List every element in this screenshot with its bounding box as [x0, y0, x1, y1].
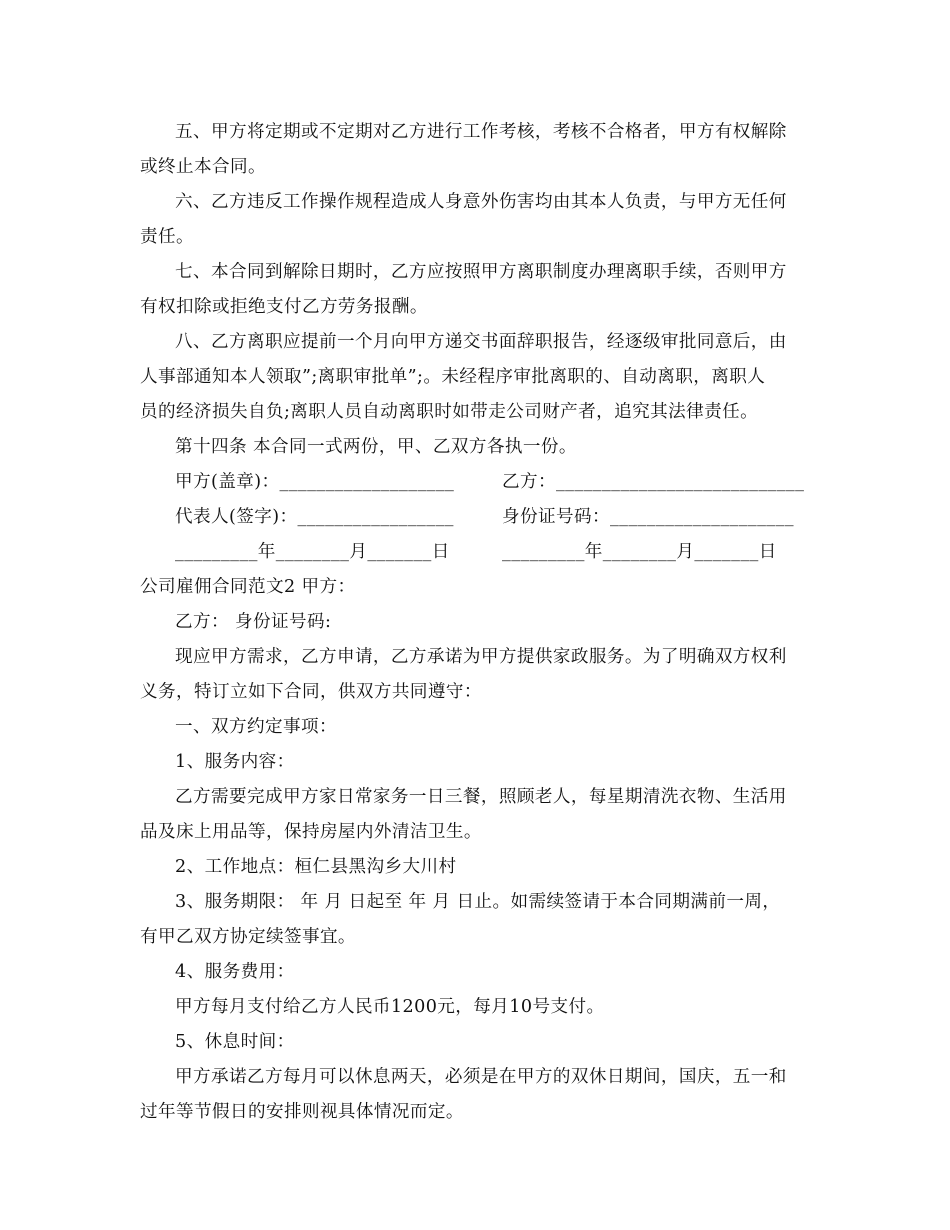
clause-8-line-3: 员的经济损失自负;离职人员自动离职时如带走公司财产者，追究其法律责任。 [140, 402, 759, 422]
heading-agreed-items: 一、双方约定事项： [175, 717, 337, 737]
clause-7-line-2: 有权扣除或拒绝支付乙方劳务报酬。 [140, 297, 428, 317]
service-period-line-2: 有甲乙双方协定续签事宜。 [140, 927, 356, 947]
preamble-line-2: 义务，特订立如下合同，供双方共同遵守： [140, 682, 482, 702]
id-number-field: 身份证号码：____________________ [502, 507, 794, 527]
clause-5-line-1: 五、甲方将定期或不定期对乙方进行工作考核，考核不合格者，甲方有权解除 [175, 122, 787, 142]
clause-7-line-1: 七、本合同到解除日期时，乙方应按照甲方离职制度办理离职手续，否则甲方 [175, 262, 787, 282]
service-fee-detail: 甲方每月支付给乙方人民币1200元，每月10号支付。 [175, 997, 605, 1017]
service-content-line-1: 乙方需要完成甲方家日常家务一日三餐，照顾老人，每星期清洗衣物、生活用 [175, 787, 787, 807]
work-location: 2、工作地点：桓仁县黑沟乡大川村 [175, 857, 457, 877]
clause-8-line-1: 八、乙方离职应提前一个月向甲方递交书面辞职报告，经逐级审批同意后，由 [175, 332, 787, 352]
section-title-contract-2: 公司雇佣合同范文2 甲方： [140, 577, 356, 597]
heading-service-fee: 4、服务费用： [175, 962, 295, 982]
heading-service-content: 1、服务内容： [175, 752, 295, 772]
date-left-field: _________年________月_______日 [175, 542, 450, 562]
date-right-field: _________年________月_______日 [502, 542, 777, 562]
service-content-line-2: 品及床上用品等，保持房屋内外清洁卫生。 [140, 822, 482, 842]
clause-5-line-2: 或终止本合同。 [140, 157, 266, 177]
party-b-signature-field: 乙方：___________________________ [502, 472, 805, 492]
clause-8-line-2: 人事部通知本人领取”;离职审批单”;。未经程序审批离职的、自动离职，离职人 [140, 367, 766, 387]
clause-6-line-1: 六、乙方违反工作操作规程造成人身意外伤害均由其本人负责，与甲方无任何 [175, 192, 787, 212]
rest-time-line-2: 过年等节假日的安排则视具体情况而定。 [140, 1102, 464, 1122]
representative-signature-field: 代表人(签字)：_________________ [175, 507, 454, 527]
article-14: 第十四条 本合同一式两份，甲、乙双方各执一份。 [175, 437, 577, 457]
preamble-line-1: 现应甲方需求，乙方申请，乙方承诺为甲方提供家政服务。为了明确双方权利 [175, 647, 787, 667]
rest-time-line-1: 甲方承诺乙方每月可以休息两天，必须是在甲方的双休日期间，国庆，五一和 [175, 1067, 787, 1087]
party-b-id-line: 乙方： 身份证号码: [175, 612, 332, 632]
service-period-line-1: 3、服务期限： 年 月 日起至 年 月 日止。如需续签请于本合同期满前一周， [175, 892, 781, 912]
clause-6-line-2: 责任。 [140, 227, 194, 247]
party-a-signature-field: 甲方(盖章)：___________________ [175, 472, 455, 492]
heading-rest-time: 5、休息时间： [175, 1032, 295, 1052]
